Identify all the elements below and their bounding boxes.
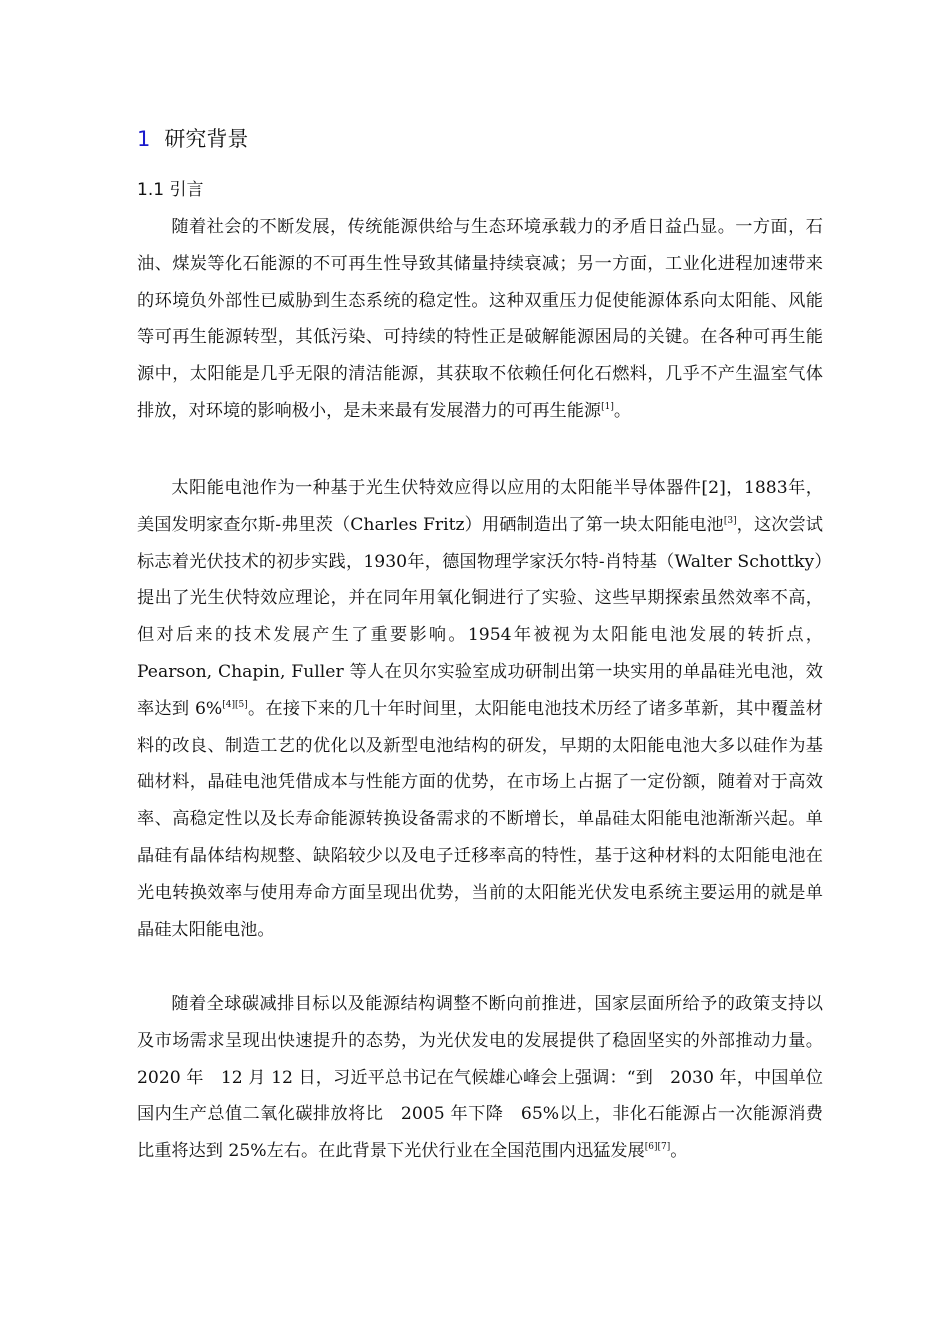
paragraph-2-text-3: 。在接下来的几十年时间里，太阳能电池技术历经了诸多革新，其中覆盖材料的改良、制造工艺的优化以及新型电池结构的研发，早期的太阳能电池大多以硅作为基础材料，晶硅电池凭借成本与性能方面的优势，在市场上占据了一定份额，随着对于高效率、高稳定性以及长寿命能源转换设备需求的不断增长，单晶硅太阳能电池渐渐兴起。单晶硅有晶体结构规整、缺陷较少以及电子迁移率高的特性，基于这种材料的太阳能电池在光电转换效率与使用寿命方面呈现出优势，当前的太阳能光伏发电系统主要运用的就是单晶硅太阳能电池。 (137, 698, 823, 940)
paragraph-1 (137, 209, 823, 430)
paragraph-1-text-1: 随着社会的不断发展，传统能源供给与生态环境承载力的矛盾日益凸显。一方面，石油、煤炭等化石能源的不可再生性导致其储量持续衰减；另一方面，工业化进程加速带来的环境负外部性已威胁到生态系统的稳定性。这种双重压力促使能源体系向太阳能、风能等可再生能源转型，其低污染、可持续的特性正是破解能源困局的关键。在各种可再生能源中，太阳能是几乎无限的清洁能源，其获取不依赖任何化石燃料，几乎不产生温室气体排放，对环境的影响极小，是未来最有发展潜力的可再生能源 (137, 217, 823, 421)
paragraph-1-text-2: 。 (613, 400, 632, 421)
citation-1[interactable]: [1] (601, 401, 614, 412)
citation-6-7[interactable]: [6][7] (644, 1142, 671, 1153)
paragraph-2-text-1: 太阳能电池作为一种基于光生伏特效应得以应用的太阳能半导体器件[2]，1883年，美国发明家查尔斯-弗里茨（Charles Fritz）用硒制造出了第一块太阳能电池 (137, 478, 823, 535)
section-title: 研究背景 (164, 127, 249, 151)
citation-4-5[interactable]: [4][5] (222, 699, 248, 710)
section-heading (137, 124, 248, 154)
paragraph-3-text-1: 随着全球碳减排目标以及能源结构调整不断向前推进，国家层面所给予的政策支持以及市场需求呈现出快速提升的态势，为光伏发电的发展提供了稳固坚实的外部推动力量。2020 年 12 月 12 日，习近平总书记在气候雄心峰会上强调：“到 2030 年，中国单位国内生产总值二氧化碳排放将比 2005 年下降 65%以上，非化石能源占一次能源消费比重将达到 25%左右。在此背景下光伏行业在全国范围内迅猛发展 (137, 994, 823, 1162)
paragraph-3 (137, 986, 823, 1170)
paragraph-2 (137, 470, 823, 948)
section-number: 1 (137, 127, 151, 151)
paragraph-2-text-2: ，这次尝试标志着光伏技术的初步实践，1930年，德国物理学家沃尔特-肖特基（Walter Schottky）提出了光生伏特效应理论，并在同年用氧化铜进行了实验、这些早期探索虽然效率不高，但对后来的技术发展产生了重要影响。1954年被视为太阳能电池发展的转折点，Pearson, Chapin, Fuller 等人在贝尔实验室成功研制出第一块实用的单晶硅光电池，效率达到 6% (137, 514, 823, 719)
citation-3[interactable]: [3] (723, 515, 737, 526)
subsection-heading: 1.1 引言 (137, 180, 204, 200)
paragraph-3-text-2: 。 (670, 1141, 688, 1162)
